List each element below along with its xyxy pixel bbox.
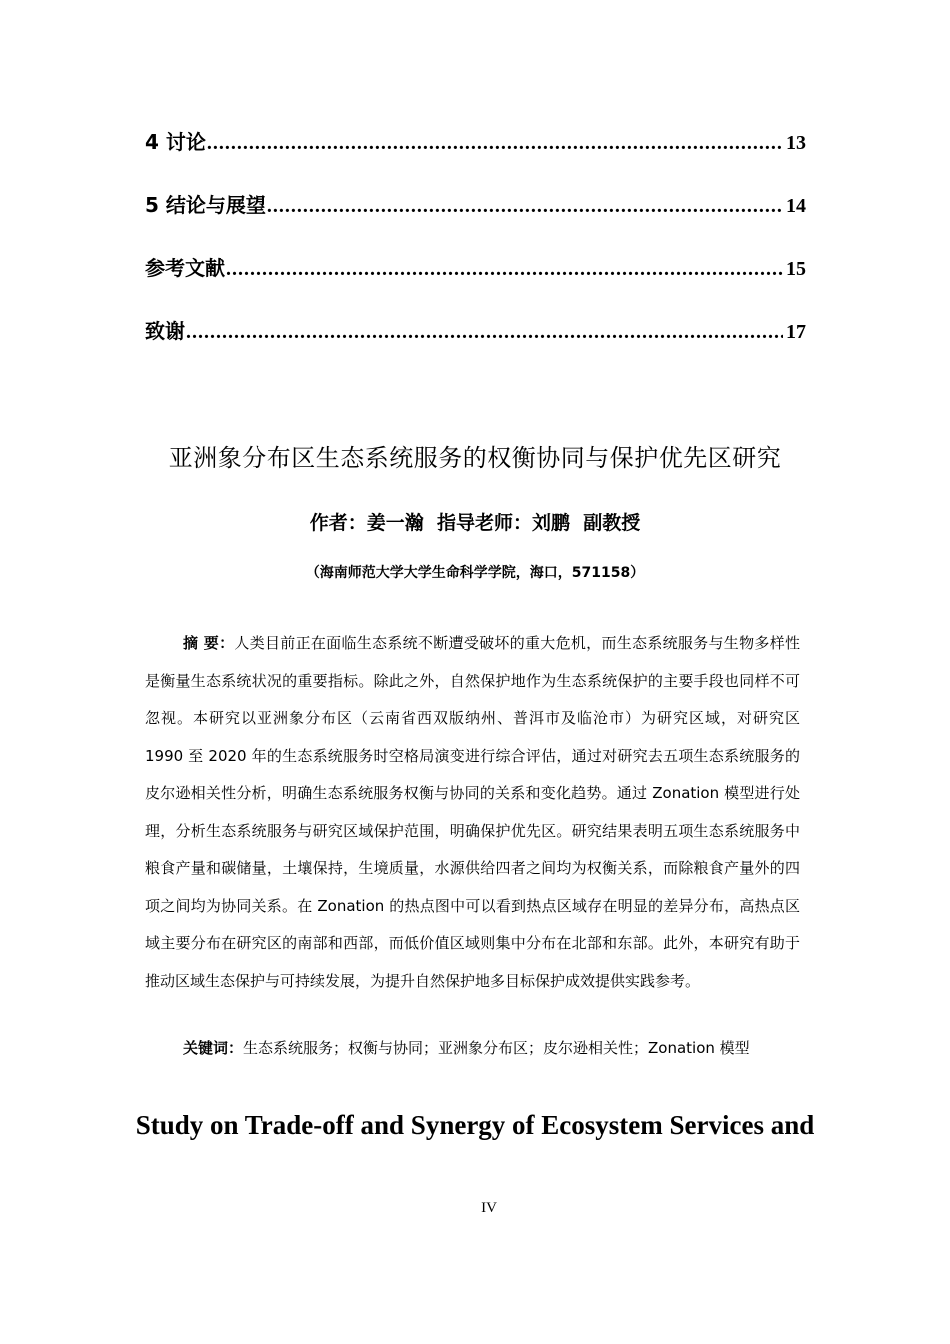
toc-leader-dots [186,321,783,344]
abstract-text: 人类目前正在面临生态系统不断遭受破坏的重大危机，而生态系统服务与生物多样性是衡量生态系统状况的重要指标。除此之外，自然保护地作为生态系统保护的主要手段也同样不可忽视。本研究以亚洲象分布区（云南省西双版纳州、普洱市及临沧市）为研究区域，对研究区 1990 至 2020 年的生态系统服务时空格局演变进行综合评估，通过对研究去五项生态系统服务的皮尔逊相关性分析，明确生态系统服务权衡与协同的关系和变化趋势。通过 Zonation 模型进行处理，分析生态系统服务与研究区域保护范围，明确保护优先区。研究结果表明五项生态系统服务中粮食产量和碳储量，土壤保持，生境质量，水源供给四者之间均为权衡关系，而除粮食产量外的四项之间均为协同关系。在 Zonation 的热点图中可以看到热点区域存在明显的差异分布，高热点区域主要分布在研究区的南部和西部，而低价值区域则集中分布在北部和东部。此外，本研究有助于推动区域生态保护与可持续发展，为提升自然保护地多目标保护成效提供实践参考。 [145,634,800,990]
author-line [0,508,950,535]
toc-leader-dots [267,195,783,218]
affiliation: （海南师范大学大学生命科学学院，海口，571158） [305,565,645,581]
toc-entry-label: 参考文献 [145,256,225,280]
toc-entry-label: 致谢 [145,319,185,343]
toc-leader-dots [207,132,783,155]
toc-entry[interactable] [145,189,806,252]
keywords-label: 关键词： [183,1039,244,1057]
toc-entry-page: 13 [786,132,806,154]
page-number: IV [481,1200,497,1216]
toc-entry-page: 15 [786,258,806,280]
advisor-name: 刘鹏 副教授 [532,512,641,534]
abstract-label: 摘 要： [183,634,235,652]
advisor-label: 指导老师： [437,512,533,534]
toc-entry-label: 4 讨论 [145,130,206,154]
toc-entry-page: 14 [786,195,806,217]
keywords-text: 生态系统服务；权衡与协同；亚洲象分布区；皮尔逊相关性；Zonation 模型 [243,1039,750,1057]
keywords-line [145,1033,800,1063]
english-title: Study on Trade-off and Synergy of Ecosystem Services and [135,1110,815,1140]
toc-entry[interactable] [145,126,806,189]
chinese-title: 亚洲象分布区生态系统服务的权衡协同与保护优先区研究 [168,444,782,472]
author-name: 姜一瀚 [366,512,424,534]
toc-entry[interactable] [145,315,806,378]
toc-leader-dots [226,258,783,281]
toc-entry-page: 17 [786,321,806,343]
author-label: 作者： [309,512,367,534]
table-of-contents [145,126,806,378]
toc-entry-label: 5 结论与展望 [145,193,266,217]
toc-entry[interactable] [145,252,806,315]
author-spacer [424,512,437,534]
abstract-paragraph [145,625,800,1000]
